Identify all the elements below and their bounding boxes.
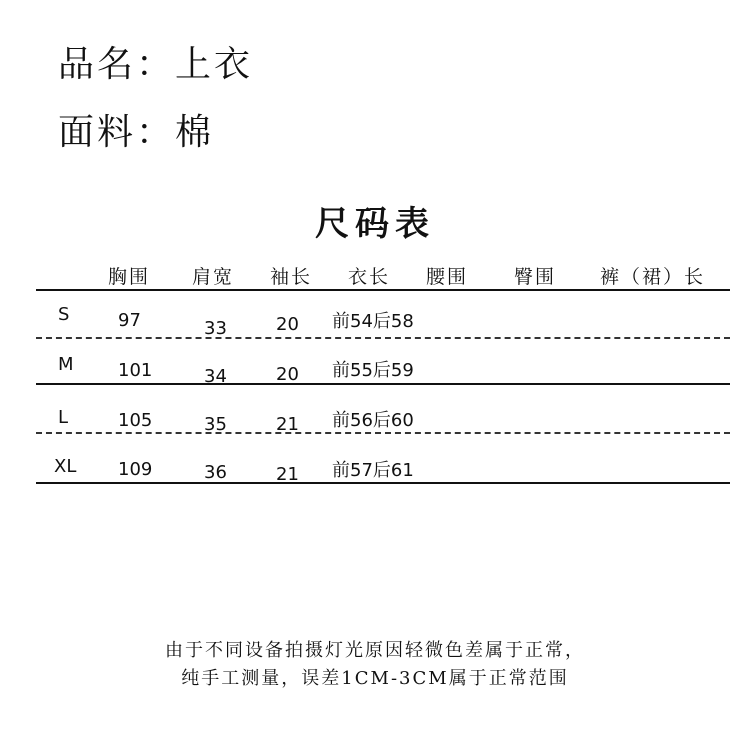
- size-label: L: [58, 407, 69, 428]
- sleeve-value: 20: [276, 364, 299, 385]
- shoulder-value: 34: [204, 366, 227, 387]
- header-waist: 腰围: [426, 266, 469, 288]
- shoulder-value: 33: [204, 318, 227, 339]
- table-bottom-line: [36, 482, 730, 484]
- header-chest: 胸围: [108, 266, 151, 288]
- chest-value: 97: [118, 310, 141, 331]
- chest-value: 101: [118, 360, 153, 381]
- sleeve-value: 21: [276, 414, 299, 435]
- length-value: 前57后61: [332, 460, 414, 481]
- size-label: XL: [54, 456, 77, 477]
- size-label: M: [58, 354, 74, 375]
- size-chart-title: 尺码表: [315, 204, 435, 244]
- shoulder-value: 35: [204, 414, 227, 435]
- row-divider: [36, 337, 730, 339]
- product-name: 品名：上衣: [58, 44, 254, 85]
- shoulder-value: 36: [204, 462, 227, 483]
- header-divider: [36, 289, 730, 291]
- header-hip: 臀围: [514, 266, 557, 288]
- color-note: 由于不同设备拍摄灯光原因轻微色差属于正常，: [165, 640, 585, 661]
- header-shoulder: 肩宽: [192, 266, 235, 288]
- sleeve-value: 20: [276, 314, 299, 335]
- row-divider: [36, 432, 730, 434]
- header-sleeve: 袖长: [270, 266, 313, 288]
- chest-value: 105: [118, 410, 153, 431]
- header-length: 衣长: [348, 266, 391, 288]
- chest-value: 109: [118, 459, 153, 480]
- row-divider: [36, 383, 730, 385]
- measurement-note: 纯手工测量，误差1CM-3CM属于正常范围: [181, 668, 569, 689]
- sleeve-value: 21: [276, 464, 299, 485]
- header-pants-length: 裤（裙）长: [600, 266, 706, 288]
- length-value: 前56后60: [332, 410, 414, 431]
- fabric-material: 面料：棉: [58, 112, 215, 153]
- length-value: 前54后58: [332, 311, 414, 332]
- length-value: 前55后59: [332, 360, 414, 381]
- size-label: S: [58, 304, 70, 325]
